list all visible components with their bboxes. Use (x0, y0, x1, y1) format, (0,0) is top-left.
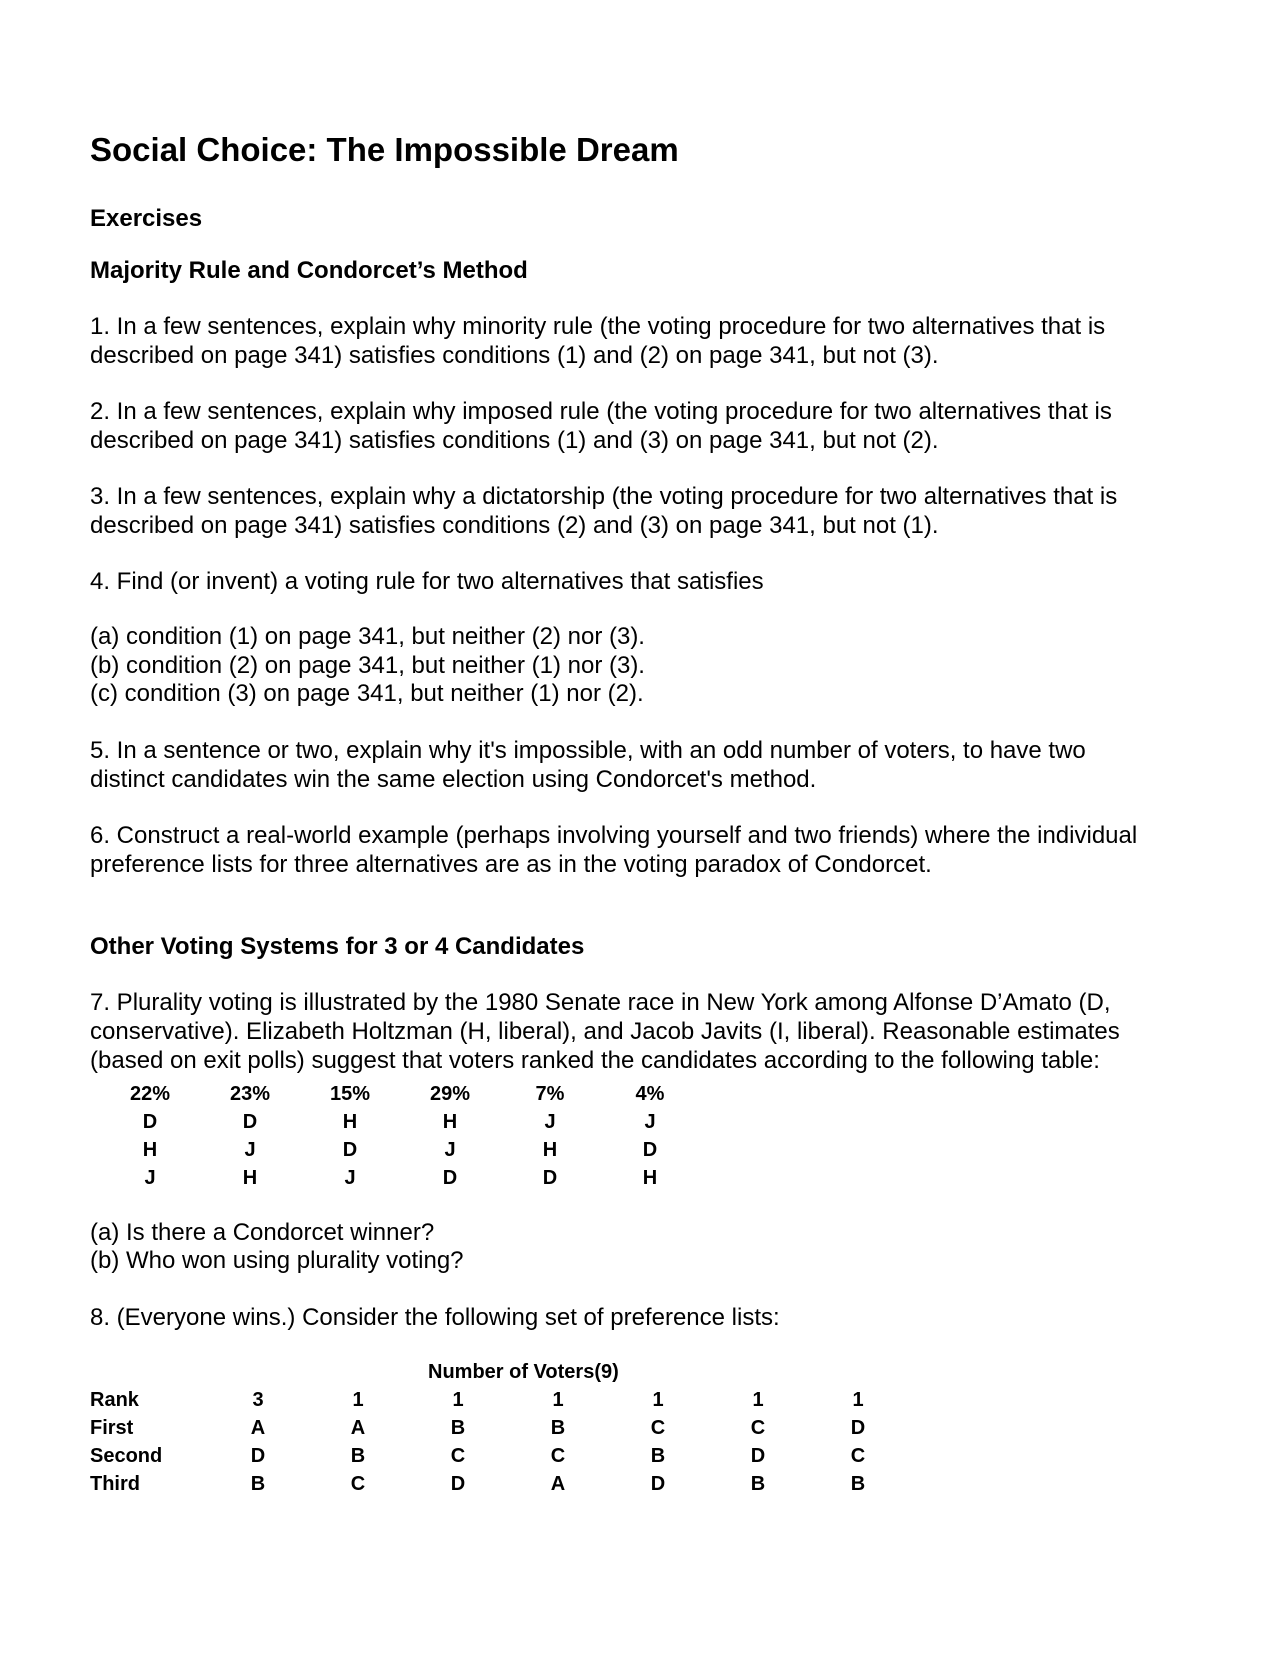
exercise-3: 3. In a few sentences, explain why a dictatorship (the voting procedure for two alternatives that is described on page 341) satisfies conditions (2) and (3) on page 341, but not (1). (90, 483, 1118, 539)
number-of-voters-header: Number of Voters(9) (428, 1361, 619, 1383)
exercise-2: 2. In a few sentences, explain why imposed rule (the voting procedure for two alternatives that is described on page 341) satisfies conditions (1) and (3) on page 341, but not (2). (90, 398, 1112, 454)
table-row: First A A B B C C D (90, 1417, 866, 1439)
table-row: Third B C D A D B B (90, 1473, 866, 1495)
everyone-wins-preference-table (90, 1359, 908, 1499)
exercise-6: 6. Construct a real-world example (perhaps involving yourself and two friends) where the individual preference lists for three alternatives are as in the voting paradox of Condorcet. (90, 821, 1138, 878)
document-page (90, 130, 1210, 1499)
exercise-7-parts: (a) Is there a Condorcet winner? (b) Who won using plurality voting? (90, 1218, 464, 1274)
exercise-7: 7. Plurality voting is illustrated by the 1980 Senate race in New York among Alfonse D’Amato (D, conservative). Elizabeth Holtzman (H, liberal), and Jacob Javits (I, liberal). Reasonable estimates (based on exit polls) suggest that voters ranked the candidates according to the following table: (90, 988, 1120, 1074)
exercise-4-parts: (a) condition (1) on page 341, but neither (2) nor (3). (b) condition (2) on page 341, but neither (1) nor (3). (c) condition (3) on page 341, but neither (1) nor (2). (90, 623, 645, 707)
exercises-heading: Exercises (90, 205, 203, 232)
table-row: J H J D D H (144, 1167, 658, 1189)
table-header-row (90, 1359, 908, 1387)
table-row: 22% 23% 15% 29% 7% 4% (129, 1083, 665, 1105)
exercise-4: 4. Find (or invent) a voting rule for two alternatives that satisfies (90, 568, 764, 595)
section-heading-other-voting-systems: Other Voting Systems for 3 or 4 Candidates (90, 932, 585, 960)
table-row: Second D B C C B D C (90, 1445, 866, 1467)
exercise-8: 8. (Everyone wins.) Consider the following set of preference lists: (90, 1303, 780, 1331)
section-heading-majority-rule: Majority Rule and Condorcet’s Method (90, 257, 528, 284)
table-row: Rank 3 1 1 1 1 1 1 (90, 1389, 864, 1411)
table-row: D D H H J J (142, 1111, 656, 1133)
senate-race-preference-table (100, 1081, 700, 1193)
document-title: Social Choice: The Impossible Dream (90, 131, 679, 168)
exercise-1: 1. In a few sentences, explain why minority rule (the voting procedure for two alternatives that is described on page 341) satisfies conditions (1) and (2) on page 341, but not (3). (90, 313, 1106, 369)
exercise-5: 5. In a sentence or two, explain why it's impossible, with an odd number of voters, to have two distinct candidates win the same election using Condorcet's method. (90, 736, 1086, 793)
table-row: H J D J H D (142, 1139, 658, 1161)
